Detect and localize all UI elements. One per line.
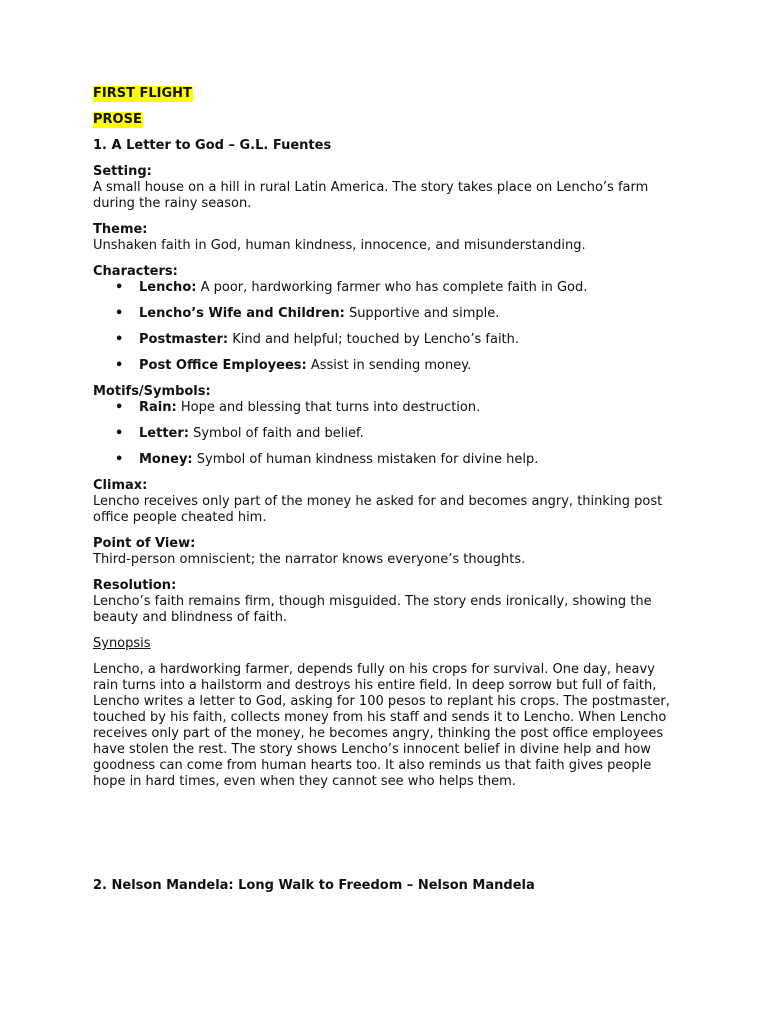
list-item bbox=[93, 426, 673, 442]
bullet-icon: • bbox=[115, 332, 124, 347]
setting-text-line-2: during the rainy season. bbox=[93, 196, 252, 211]
pov-text: Third-person omniscient; the narrator knows everyone’s thoughts. bbox=[93, 552, 526, 567]
story2-title: 2. Nelson Mandela: Long Walk to Freedom – Nelson Mandela bbox=[93, 878, 535, 893]
character-desc: Assist in sending money. bbox=[306, 358, 472, 373]
resolution-text-line-2: beauty and blindness of faith. bbox=[93, 610, 288, 625]
character-name: Lencho’s Wife and Children: bbox=[139, 306, 345, 321]
character-desc: Supportive and simple. bbox=[344, 306, 500, 321]
character-name: Postmaster: bbox=[139, 332, 229, 347]
climax-label: Climax: bbox=[93, 478, 148, 493]
theme-text: Unshaken faith in God, human kindness, innocence, and misunderstanding. bbox=[93, 238, 586, 253]
theme-section bbox=[93, 222, 673, 254]
list-item bbox=[93, 306, 673, 322]
synopsis-label: Synopsis bbox=[93, 636, 151, 651]
bullet-icon: • bbox=[115, 280, 124, 295]
synopsis-line: Lencho writes a letter to God, asking for 100 pesos to replant his crops. The postmaster, bbox=[93, 694, 670, 709]
characters-list bbox=[93, 280, 673, 374]
character-desc: Kind and helpful; touched by Lencho’s faith. bbox=[228, 332, 520, 347]
climax-text-line-2: office people cheated him. bbox=[93, 510, 267, 525]
list-item bbox=[93, 400, 673, 416]
motif-name: Rain: bbox=[139, 400, 177, 415]
motifs-list bbox=[93, 400, 673, 468]
character-name: Lencho: bbox=[139, 280, 197, 295]
prose-label: PROSE bbox=[93, 112, 142, 127]
resolution-section bbox=[93, 578, 673, 626]
setting-label: Setting: bbox=[93, 164, 152, 179]
motifs-label: Motifs/Symbols: bbox=[93, 384, 211, 399]
motif-name: Money: bbox=[139, 452, 193, 467]
resolution-label: Resolution: bbox=[93, 578, 177, 593]
character-name: Post Office Employees: bbox=[139, 358, 307, 373]
synopsis-paragraph bbox=[93, 662, 673, 790]
first-flight-label: FIRST FLIGHT bbox=[93, 86, 192, 101]
climax-section bbox=[93, 478, 673, 526]
prose-heading bbox=[93, 112, 673, 128]
climax-text-line-1: Lencho receives only part of the money he asked for and becomes angry, thinking post bbox=[93, 494, 663, 509]
motifs-section bbox=[93, 384, 673, 468]
motif-desc: Symbol of faith and belief. bbox=[188, 426, 364, 441]
bullet-icon: • bbox=[115, 358, 124, 373]
synopsis-line: rain turns into a hailstorm and destroys his entire field. In deep sorrow but full of faith, bbox=[93, 678, 657, 693]
bullet-icon: • bbox=[115, 400, 124, 415]
motif-name: Letter: bbox=[139, 426, 189, 441]
characters-label: Characters: bbox=[93, 264, 178, 279]
pov-section bbox=[93, 536, 673, 568]
motif-desc: Hope and blessing that turns into destruction. bbox=[176, 400, 481, 415]
characters-section bbox=[93, 264, 673, 374]
first-flight-heading bbox=[93, 86, 673, 102]
bullet-icon: • bbox=[115, 306, 124, 321]
synopsis-line: have stolen the rest. The story shows Lencho’s innocent belief in divine help and how bbox=[93, 742, 651, 757]
list-item bbox=[93, 332, 673, 348]
bullet-icon: • bbox=[115, 426, 124, 441]
theme-label: Theme: bbox=[93, 222, 148, 237]
list-item bbox=[93, 280, 673, 296]
story1-title: 1. A Letter to God – G.L. Fuentes bbox=[93, 138, 332, 153]
synopsis-line: Lencho, a hardworking farmer, depends fully on his crops for survival. One day, heavy bbox=[93, 662, 655, 677]
synopsis-line: receives only part of the money, he becomes angry, thinking the post office employees bbox=[93, 726, 664, 741]
synopsis-line: goodness can come from human hearts too. It also reminds us that faith gives people bbox=[93, 758, 652, 773]
bullet-icon: • bbox=[115, 452, 124, 467]
character-desc: A poor, hardworking farmer who has complete faith in God. bbox=[196, 280, 588, 295]
resolution-text-line-1: Lencho’s faith remains firm, though misguided. The story ends ironically, showing the bbox=[93, 594, 652, 609]
document-page bbox=[93, 86, 673, 894]
list-item bbox=[93, 452, 673, 468]
motif-desc: Symbol of human kindness mistaken for divine help. bbox=[192, 452, 539, 467]
setting-section bbox=[93, 164, 673, 212]
setting-text-line-1: A small house on a hill in rural Latin America. The story takes place on Lencho’s farm bbox=[93, 180, 649, 195]
pov-label: Point of View: bbox=[93, 536, 196, 551]
synopsis-line: hope in hard times, even when they cannot see who helps them. bbox=[93, 774, 516, 789]
list-item bbox=[93, 358, 673, 374]
synopsis-line: touched by his faith, collects money from his staff and sends it to Lencho. When Lencho bbox=[93, 710, 667, 725]
